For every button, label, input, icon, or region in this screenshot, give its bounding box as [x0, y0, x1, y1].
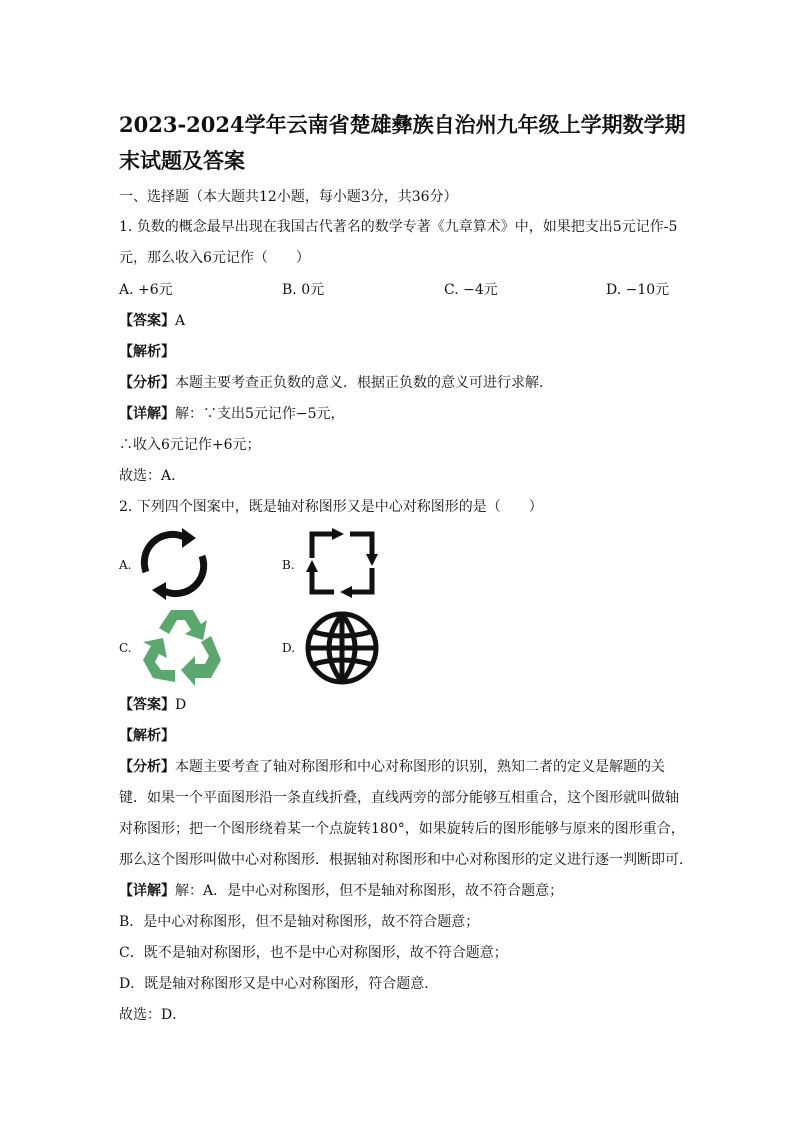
answer-tag: 【答案】	[119, 313, 175, 329]
q2-choose: 故选：D．	[119, 1007, 187, 1023]
q1-xiangjie-line-1	[119, 404, 345, 424]
q1-fenxi	[119, 373, 553, 393]
q1-option-b: B. 0元	[282, 282, 325, 298]
q2-option-a-label: A.	[119, 558, 132, 572]
xiangjie-tag: 【详解】	[119, 406, 175, 422]
q2-xiangjie-line-4: D．既是轴对称图形又是中心对称图形，符合题意．	[119, 976, 439, 992]
xiangjie-text: 解：A．是中心对称图形，但不是轴对称图形，故不符合题意；	[175, 883, 564, 899]
q2-option-b-label: B.	[282, 558, 295, 572]
q1-option-d: D. −10元	[606, 282, 670, 298]
q1-option-a: A. +6元	[119, 282, 173, 298]
q2-xiangjie-line-3: C．既不是轴对称图形，也不是中心对称图形，故不符合题意；	[119, 945, 508, 961]
fenxi-text: 本题主要考查正负数的意义．根据正负数的意义可进行求解．	[175, 375, 553, 391]
recycle-icon	[141, 606, 223, 686]
q2-option-c-label: C.	[119, 641, 132, 655]
q1-answer	[119, 311, 185, 331]
xiangjie-tag: 【详解】	[119, 883, 175, 899]
circular-arrows-icon	[134, 528, 214, 600]
answer-value: A	[175, 313, 186, 329]
q1-xiangjie-line-2: ∴收入6元记作+6元；	[119, 437, 261, 453]
q1-stem-line-2: 元，那么收入6元记作（ ）	[119, 250, 310, 266]
xiangjie-text: 解：∵支出5元记作−5元，	[175, 406, 345, 422]
answer-value: D	[175, 697, 187, 713]
fenxi-text: 本题主要考查了轴对称图形和中心对称图形的识别，熟知二者的定义是解题的关	[175, 759, 665, 775]
q1-option-c: C. −4元	[444, 282, 498, 298]
q2-fenxi-line-2: 键．如果一个平面图形沿一条直线折叠，直线两旁的部分能够互相重合，这个图形就叫做轴	[119, 790, 679, 806]
answer-tag: 【答案】	[119, 697, 175, 713]
q2-fenxi-line-1	[119, 757, 665, 777]
fenxi-tag: 【分析】	[119, 759, 175, 775]
analysis-tag: 【解析】	[119, 728, 175, 744]
q2-xiangjie-line-2: B．是中心对称图形，但不是轴对称图形，故不符合题意；	[119, 914, 480, 930]
q2-fenxi-line-3: 对称图形；把一个图形绕着某一个点旋转180°，如果旋转后的图形能够与原来的图形重合，	[119, 821, 685, 837]
q2-xiangjie-line-1	[119, 881, 563, 901]
q2-fenxi-line-4: 那么这个图形叫做中心对称图形．根据轴对称图形和中心对称图形的定义进行逐一判断即可．	[119, 852, 693, 868]
fenxi-tag: 【分析】	[119, 375, 175, 391]
q1-choose: 故选：A．	[119, 468, 186, 484]
section-heading: 一、选择题（本大题共12小题，每小题3分，共36分）	[119, 189, 458, 205]
q2-stem: 2. 下列四个图案中，既是轴对称图形又是中心对称图形的是（ ）	[119, 499, 543, 515]
analysis-tag: 【解析】	[119, 344, 175, 360]
q2-analysis-tag	[119, 726, 175, 746]
globe-icon	[304, 610, 380, 686]
q2-answer	[119, 695, 186, 715]
q1-analysis-tag	[119, 342, 175, 362]
square-arrows-icon	[304, 528, 380, 598]
document-title-line-2: 末试题及答案	[119, 148, 245, 173]
document-title-line-1: 2023-2024学年云南省楚雄彝族自治州九年级上学期数学期	[119, 112, 686, 137]
q1-stem-line-1: 1. 负数的概念最早出现在我国古代著名的数学专著《九章算术》中，如果把支出5元记作-5	[119, 219, 678, 235]
q2-option-d-label: D.	[282, 641, 296, 655]
